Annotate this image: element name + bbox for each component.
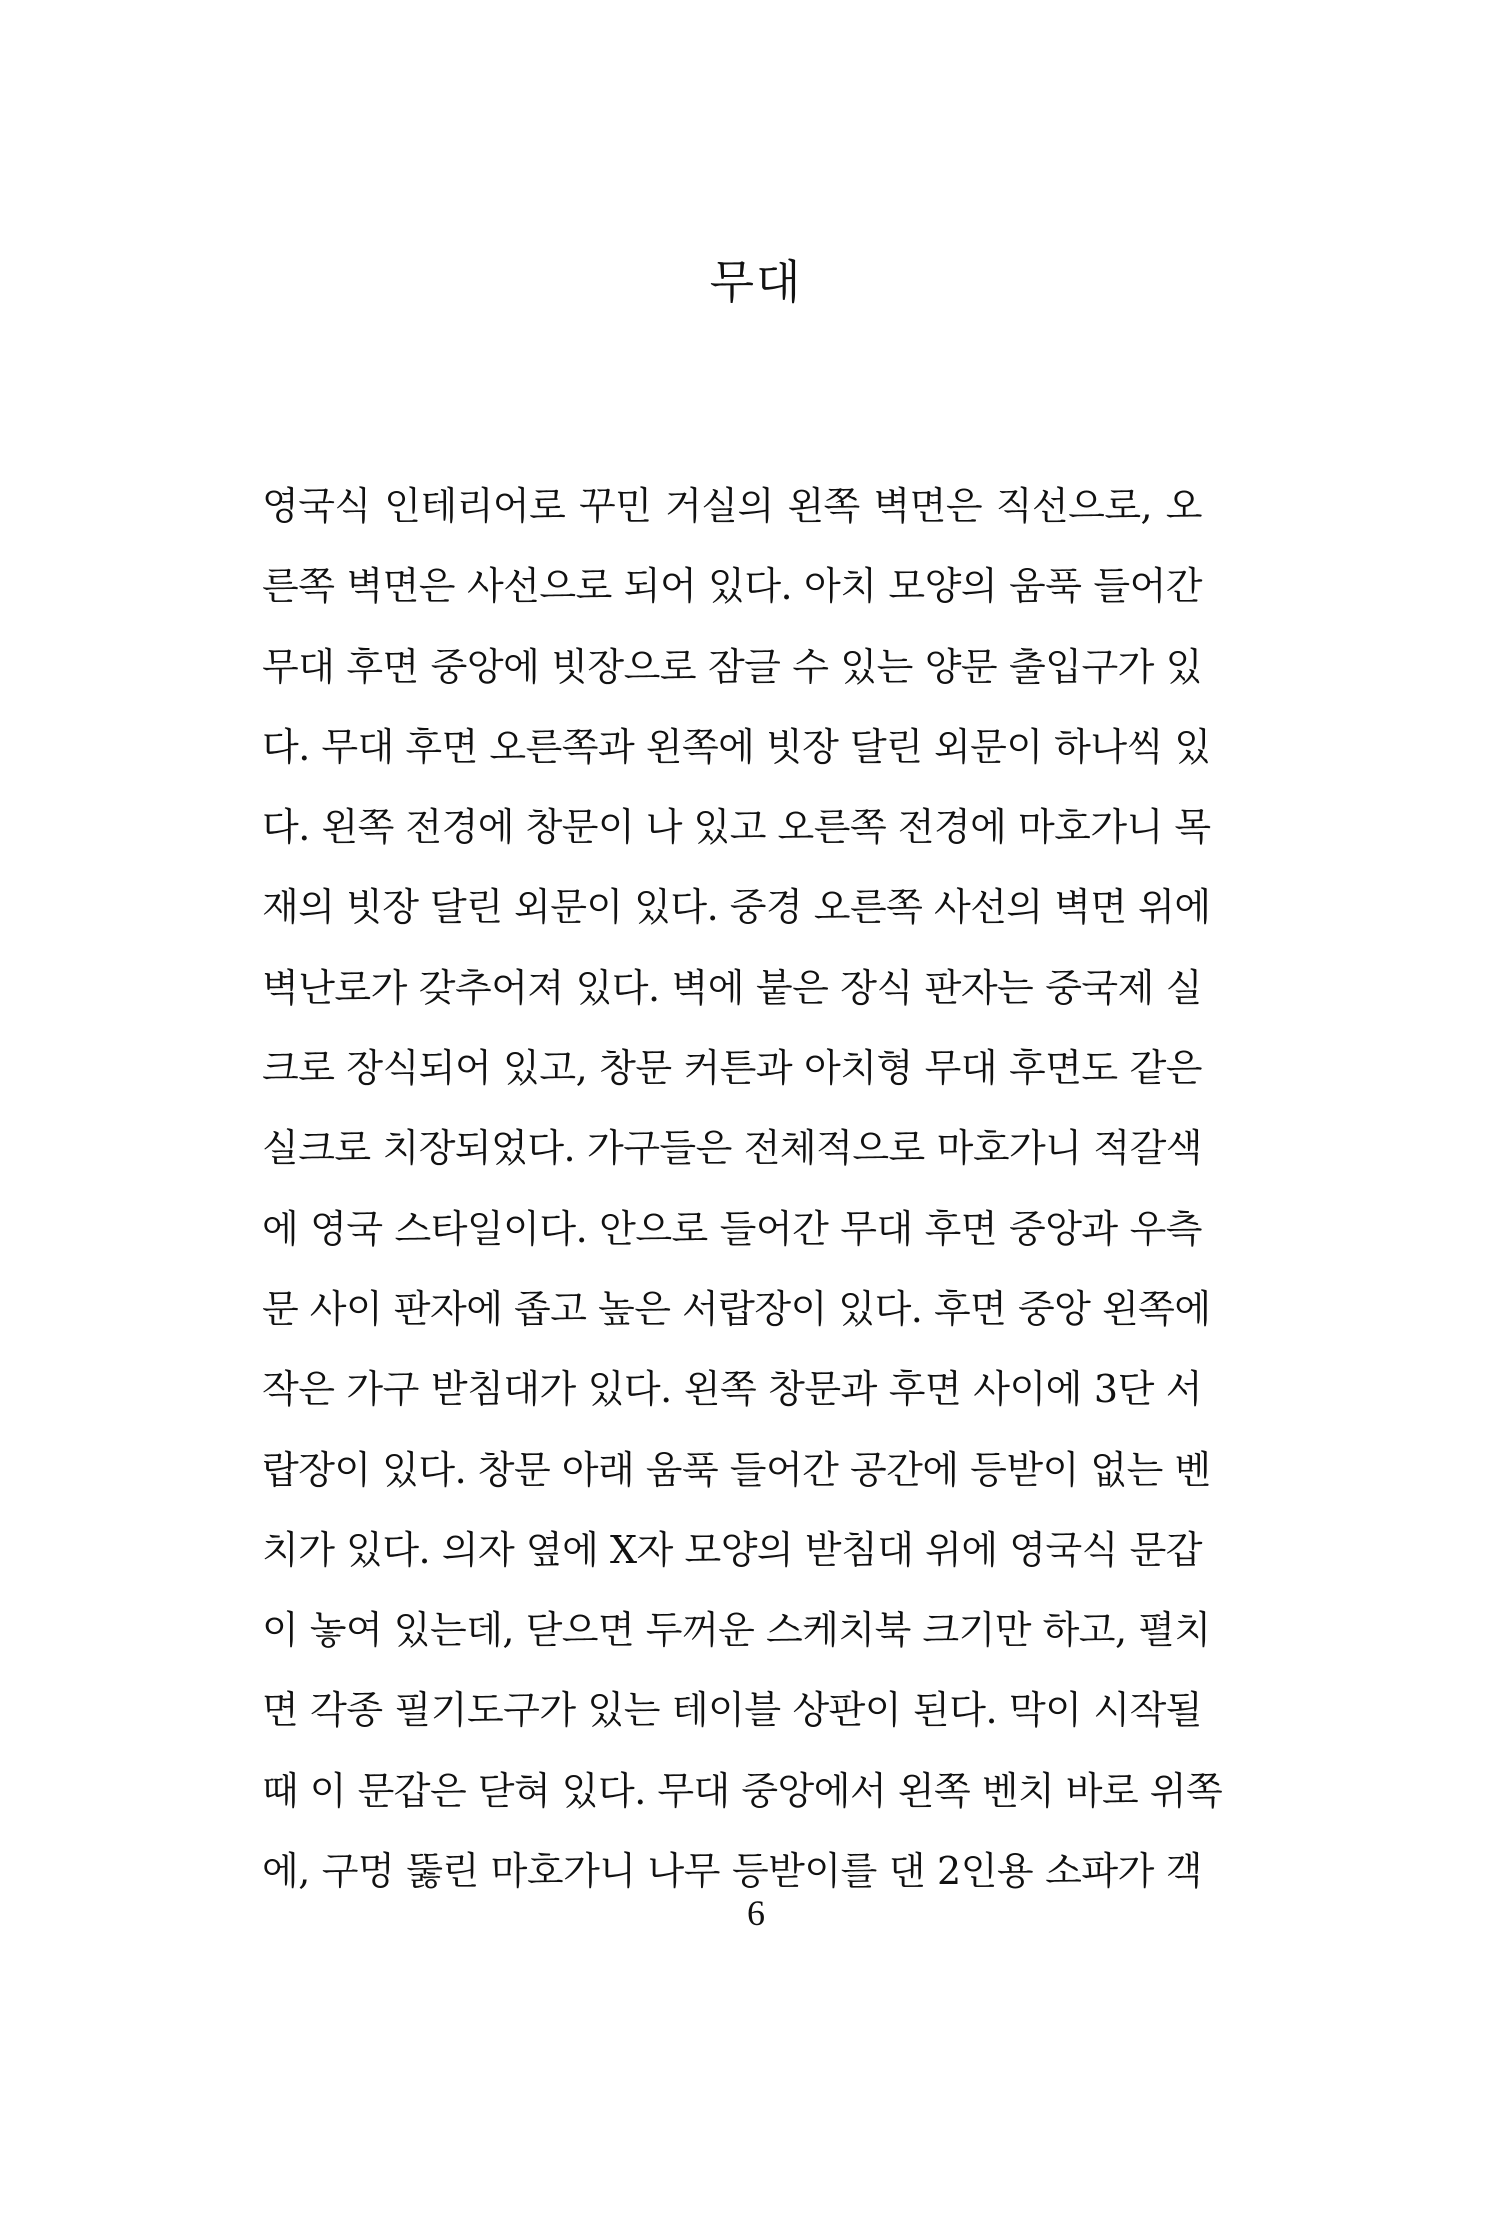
text-line: 문 사이 판자에 좁고 높은 서랍장이 있다. 후면 중앙 왼쪽에 <box>262 1286 1211 1331</box>
text-line: 재의 빗장 달린 외문이 있다. 중경 오른쪽 사선의 벽면 위에 <box>262 885 1211 930</box>
page-number: 6 <box>747 1893 765 1933</box>
text-line: 영국식 인테리어로 꾸민 거실의 왼쪽 벽면은 직선으로, 오 <box>262 484 1202 528</box>
text-line: 다. 무대 후면 오른쪽과 왼쪽에 빗장 달린 외문이 하나씩 있 <box>262 724 1211 769</box>
page-title: 무대 <box>709 255 803 309</box>
text-line: 른쪽 벽면은 사선으로 되어 있다. 아치 모양의 움푹 들어간 <box>262 564 1202 609</box>
text-line: 에 영국 스타일이다. 안으로 들어간 무대 후면 중앙과 우측 <box>262 1206 1202 1251</box>
text-line: 무대 후면 중앙에 빗장으로 잠글 수 있는 양문 출입구가 있 <box>262 644 1202 689</box>
text-line: 다. 왼쪽 전경에 창문이 나 있고 오른쪽 전경에 마호가니 목 <box>262 805 1211 850</box>
text-line: 랍장이 있다. 창문 아래 움푹 들어간 공간에 등받이 없는 벤 <box>262 1447 1211 1492</box>
text-line: 에, 구멍 뚫린 마호가니 나무 등받이를 댄 2인용 소파가 객 <box>262 1849 1202 1894</box>
text-line: 실크로 치장되었다. 가구들은 전체적으로 마호가니 적갈색 <box>262 1126 1202 1171</box>
text-line: 크로 장식되어 있고, 창문 커튼과 아치형 무대 후면도 같은 <box>262 1046 1202 1091</box>
text-line: 작은 가구 받침대가 있다. 왼쪽 창문과 후면 사이에 3단 서 <box>262 1367 1202 1412</box>
body-paragraph <box>262 470 1223 1915</box>
text-line: 때 이 문갑은 닫혀 있다. 무대 중앙에서 왼쪽 벤치 바로 위쪽 <box>262 1768 1223 1813</box>
text-line: 벽난로가 갖추어져 있다. 벽에 붙은 장식 판자는 중국제 실 <box>262 965 1202 1010</box>
text-line: 치가 있다. 의자 옆에 X자 모양의 받침대 위에 영국식 문갑 <box>262 1527 1202 1572</box>
text-line: 면 각종 필기도구가 있는 테이블 상판이 된다. 막이 시작될 <box>262 1688 1202 1733</box>
text-line: 이 놓여 있는데, 닫으면 두꺼운 스케치북 크기만 하고, 펼치 <box>262 1608 1211 1653</box>
